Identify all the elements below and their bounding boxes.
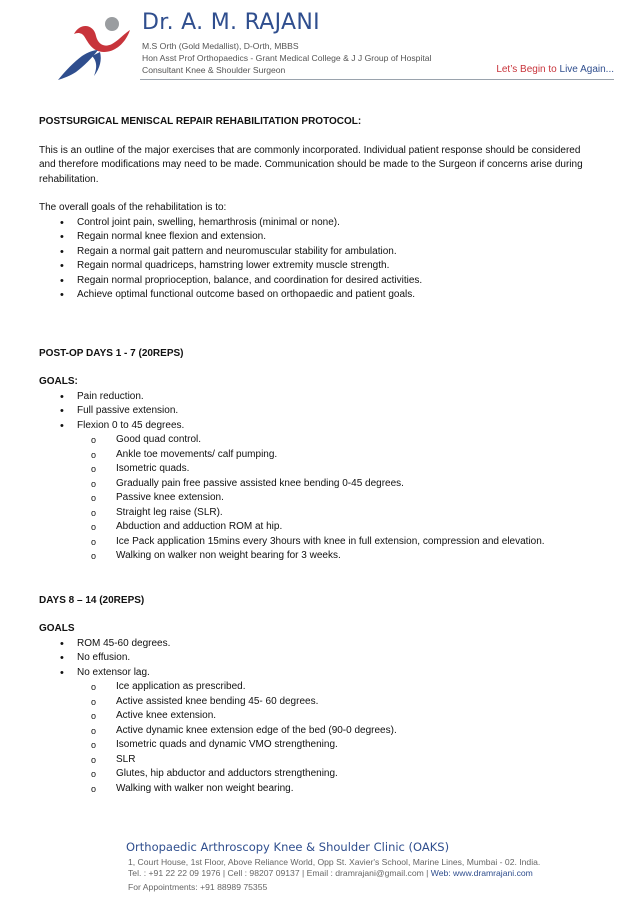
list-item: • Achieve optimal functional outcome based on orthopaedic and patient goals.: [60, 289, 416, 301]
circle-bullet-icon: o: [91, 536, 97, 547]
phase2-goals-label: GOALS: [39, 623, 75, 634]
doctor-role: Consultant Knee & Shoulder Surgeon: [142, 65, 286, 75]
circle-bullet-icon: o: [91, 478, 97, 489]
list-item: o Passive knee extension.: [39, 491, 599, 506]
appointments-line: For Appointments: +91 88989 75355: [128, 882, 268, 892]
circle-bullet-icon: o: [91, 711, 97, 721]
phase2-heading: DAYS 8 – 14 (20REPS): [39, 594, 145, 606]
list-item: o Abduction and adduction ROM at hip.: [39, 520, 599, 535]
list-item: o Ice Pack application 15mins every 3hours with knee in full extension, compression and elevation.: [39, 535, 599, 550]
clinic-name: Orthopaedic Arthroscopy Knee & Shoulder Clinic (OAKS): [126, 840, 450, 854]
goals-intro: The overall goals of the rehabilitation is to:: [39, 202, 227, 213]
tagline-part-red: Let’s Begin to: [496, 64, 557, 75]
list-item: o Glutes, hip abductor and adductors strengthening.: [39, 767, 599, 782]
list-item: • Regain normal proprioception, balance, and coordination for desired activities.: [60, 274, 423, 287]
bullet-dot-icon: •: [60, 419, 64, 432]
bullet-dot-icon: •: [60, 245, 64, 258]
circle-bullet-icon: o: [91, 449, 97, 460]
bullet-dot-icon: •: [60, 652, 64, 664]
list-item: o SLR: [39, 753, 599, 768]
bullet-dot-icon: •: [60, 260, 64, 272]
header-divider: [140, 79, 614, 80]
document-title: POSTSURGICAL MENISCAL REPAIR REHABILITATION PROTOCOL:: [39, 116, 362, 127]
document-body: [39, 115, 599, 796]
list-item: • Pain reduction.: [60, 390, 144, 403]
circle-bullet-icon: o: [91, 464, 97, 474]
bullet-dot-icon: •: [60, 405, 64, 417]
phase2-goals-list: [39, 637, 599, 797]
circle-bullet-icon: o: [91, 522, 97, 532]
circle-bullet-icon: o: [91, 551, 97, 561]
circle-bullet-icon: o: [91, 740, 97, 750]
circle-bullet-icon: o: [91, 435, 97, 445]
list-item: o Ankle toe movements/ calf pumping.: [39, 448, 599, 463]
bullet-dot-icon: •: [60, 274, 64, 287]
tagline-part-blue: Live Again...: [556, 64, 614, 75]
bullet-dot-icon: •: [60, 390, 64, 403]
doctor-position: Hon Asst Prof Orthopaedics - Grant Medical College & J J Group of Hospital: [142, 53, 432, 63]
contact-text: Tel. : +91 22 22 09 1976 | Cell : 98207 09137 | Email : dramrajani@gmail.com |: [128, 868, 431, 878]
bullet-dot-icon: •: [60, 637, 64, 650]
list-item: • Flexion 0 to 45 degrees. o Good quad control. o Ankle toe movements/ calf pumping. o Isometric quads. o Gradually pain free passive assisted knee bending 0-45 degrees. o Passive knee extension. o Straight leg raise (SLR). o Abduction and adduction ROM at hip. o Ice Pack application 15mins every 3hours with knee in full extension, compression and elevation. o Walking on walker non weight bearing for 3 weeks.: [39, 419, 599, 564]
list-item: • Regain normal quadriceps, hamstring lower extremity muscle strength.: [60, 260, 390, 272]
circle-bullet-icon: o: [91, 725, 97, 736]
list-item: o Gradually pain free passive assisted knee bending 0-45 degrees.: [39, 477, 599, 492]
phase1-goals-label: GOALS:: [39, 376, 78, 387]
circle-bullet-icon: o: [91, 682, 97, 692]
bullet-dot-icon: •: [60, 216, 64, 229]
tagline: [496, 64, 614, 75]
list-item: • Full passive extension.: [60, 405, 179, 417]
bullet-dot-icon: •: [60, 231, 64, 243]
circle-bullet-icon: o: [91, 493, 97, 503]
list-item: o Isometric quads.: [39, 462, 599, 477]
list-item: o Active dynamic knee extension edge of the bed (90-0 degrees).: [39, 724, 599, 739]
doctor-qualifications: M.S Orth (Gold Medallist), D-Orth, MBBS: [142, 41, 299, 51]
list-item: • Control joint pain, swelling, hemarthrosis (minimal or none).: [60, 216, 340, 229]
phase2-exercise-list: [39, 680, 599, 796]
circle-bullet-icon: o: [91, 754, 97, 765]
list-item: • Regain normal knee flexion and extension.: [60, 231, 267, 243]
circle-bullet-icon: o: [91, 696, 97, 707]
list-item: o Good quad control.: [39, 433, 599, 448]
circle-bullet-icon: o: [91, 769, 97, 779]
bullet-dot-icon: •: [60, 666, 64, 679]
phase1-heading: POST-OP DAYS 1 - 7 (20REPS): [39, 347, 184, 359]
list-item: • ROM 45-60 degrees.: [60, 637, 171, 650]
circle-bullet-icon: o: [91, 783, 97, 794]
overall-goals-list: [39, 216, 599, 303]
running-figure-logo-icon: [52, 14, 138, 84]
phase1-exercise-list: [39, 433, 599, 564]
list-item: o Walking on walker non weight bearing for 3 weeks.: [39, 549, 599, 564]
list-item: • Regain a normal gait pattern and neuromuscular stability for ambulation.: [60, 245, 397, 258]
list-item: • No extensor lag. o Ice application as prescribed. o Active assisted knee bending 45- 60 degrees. o Active knee extension. o Active dynamic knee extension edge of the bed (90-0 degrees). o Isometric quads and dynamic VMO strengthening. o SLR o Glutes, hip abductor and adductors strengthening. o Walking with walker non weight bearing.: [39, 666, 599, 797]
phase1-goals-list: [39, 390, 599, 564]
circle-bullet-icon: o: [91, 507, 97, 518]
list-item: o Straight leg raise (SLR).: [39, 506, 599, 521]
clinic-contact: [128, 868, 533, 878]
website-link[interactable]: Web: www.dramrajani.com: [430, 868, 533, 878]
doctor-name: Dr. A. M. RAJANI: [142, 10, 320, 35]
bullet-dot-icon: •: [60, 289, 64, 301]
list-item: o Active knee extension.: [39, 709, 599, 724]
list-item: o Isometric quads and dynamic VMO strengthening.: [39, 738, 599, 753]
list-item: o Ice application as prescribed.: [39, 680, 599, 695]
list-item: o Walking with walker non weight bearing.: [39, 782, 599, 797]
clinic-address: 1, Court House, 1st Floor, Above Reliance World, Opp St. Xavier's School, Marine Lines, Mumbai - 02. India.: [128, 857, 541, 867]
intro-paragraph: This is an outline of the major exercises that are commonly incorporated. Individual patient response should be considered and therefore modifications may need to be made. Communication should be made to the Surgeon if concerns arise during rehabilitation.: [39, 144, 583, 185]
list-item: • No effusion.: [60, 652, 131, 664]
list-item: o Active assisted knee bending 45- 60 degrees.: [39, 695, 599, 710]
